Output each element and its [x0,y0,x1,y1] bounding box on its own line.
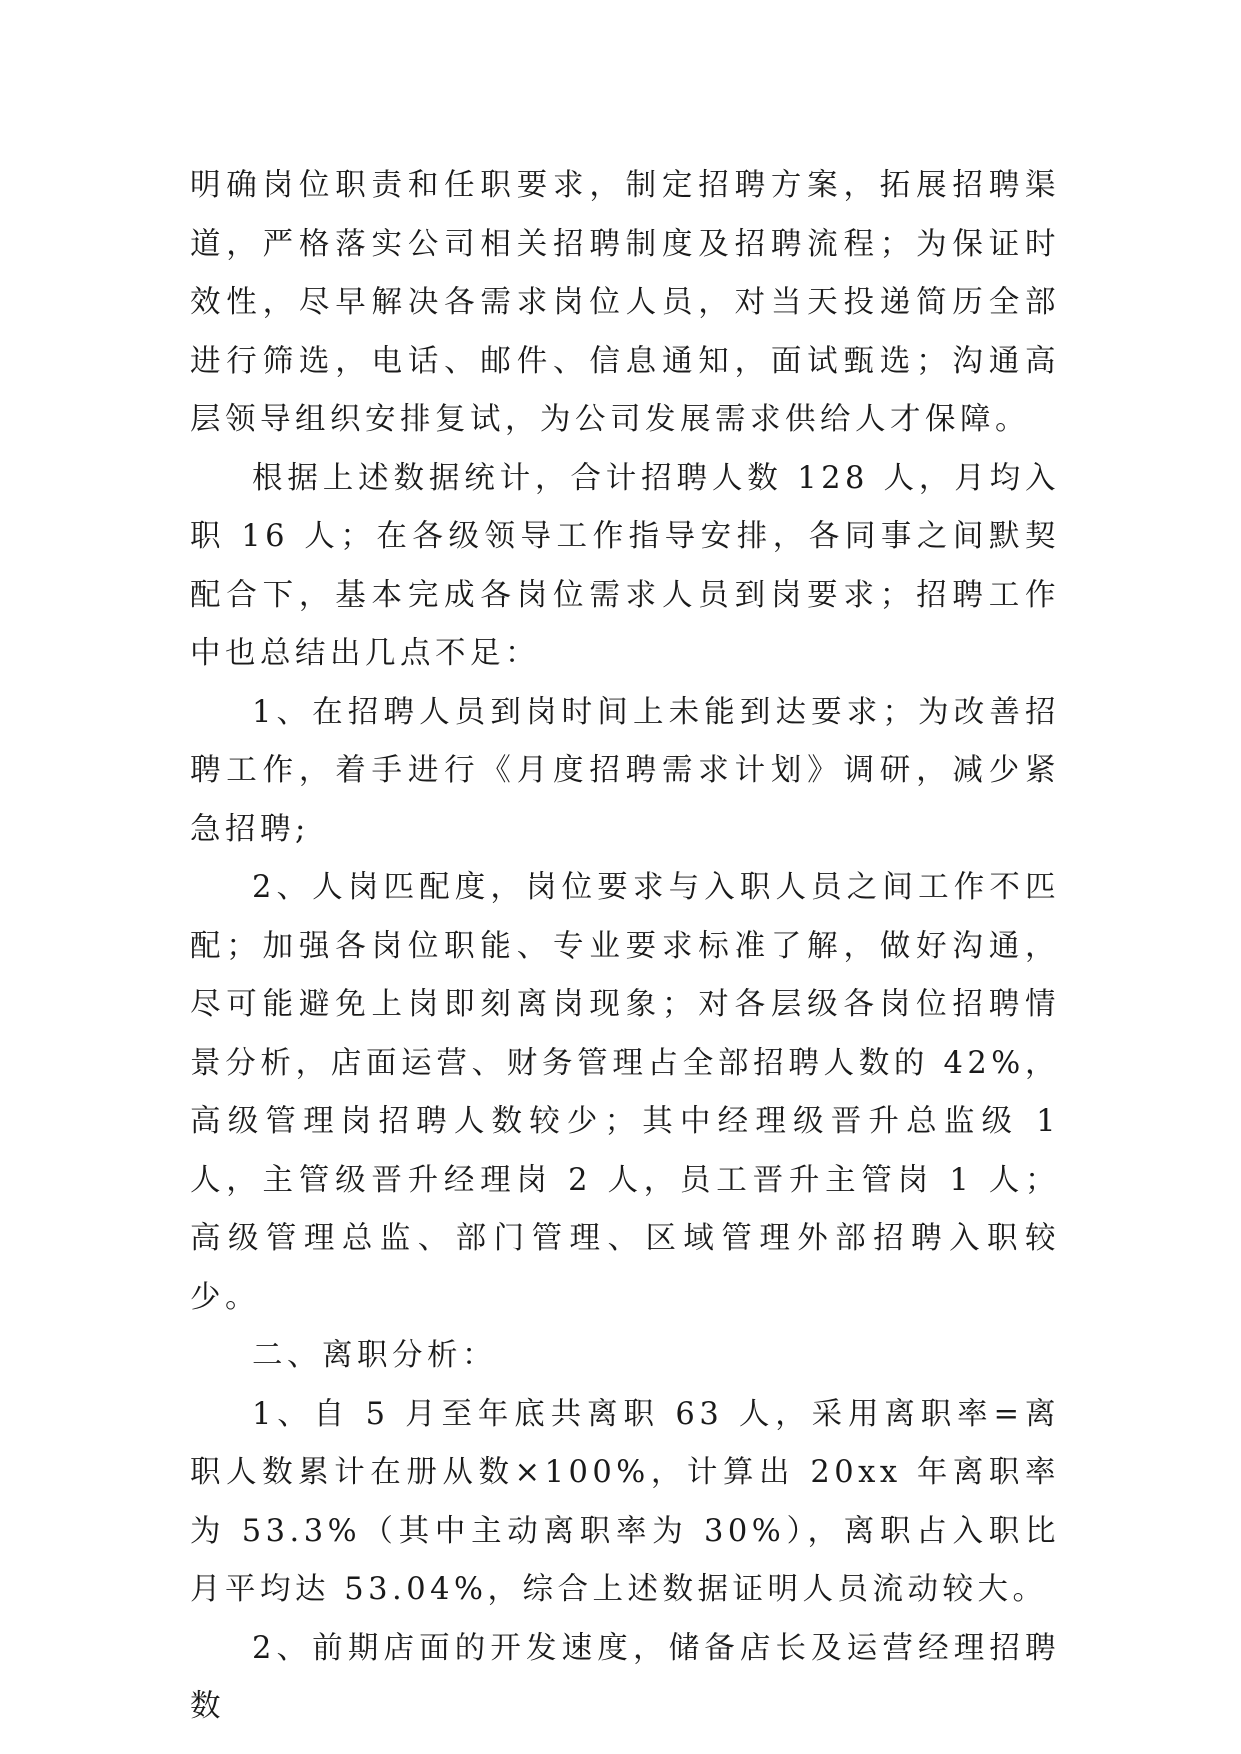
paragraph-turnover-2: 2、前期店面的开发速度，储备店长及运营经理招聘数 [190,1630,1060,1724]
document-body [190,157,1060,1737]
paragraph-turnover-1: 1、自 5 月至年底共离职 63 人，采用离职率=离职人数累计在册从数×100%，计算出 20xx 年离职率为 53.3%（其中主动离职率为 30%），离职占入职比月平均达 53.04%，综合上述数据证明人员流动较大。 [190,1396,1060,1607]
paragraph-shortcoming-1: 1、在招聘人员到岗时间上未能到达要求；为改善招聘工作，着手进行《月度招聘需求计划》调研，减少紧急招聘; [190,694,1060,847]
paragraph-recruitment-summary: 根据上述数据统计，合计招聘人数 128 人，月均入职 16 人；在各级领导工作指导安排，各同事之间默契配合下，基本完成各岗位需求人员到岗要求；招聘工作中也总结出几点不足： [190,460,1060,671]
paragraph-shortcoming-2: 2、人岗匹配度，岗位要求与入职人员之间工作不匹配；加强各岗位职能、专业要求标准了解，做好沟通，尽可能避免上岗即刻离岗现象；对各层级各岗位招聘情景分析，店面运营、财务管理占全部招聘人数的 42%，高级管理岗招聘人数较少；其中经理级晋升总监级 1 人，主管级晋升经理岗 2 人，员工晋升主管岗 1 人；高级管理总监、部门管理、区域管理外部招聘入职较少。 [190,870,1060,1315]
paragraph-recruitment-process: 明确岗位职责和任职要求，制定招聘方案，拓展招聘渠道，严格落实公司相关招聘制度及招聘流程；为保证时效性，尽早解决各需求岗位人员，对当天投递简历全部进行筛选，电话、邮件、信息通知，面试甄选；沟通高层领导组织安排复试，为公司发展需求供给人才保障。 [190,168,1060,437]
section-heading-turnover-analysis: 二、离职分析： [252,1338,497,1373]
